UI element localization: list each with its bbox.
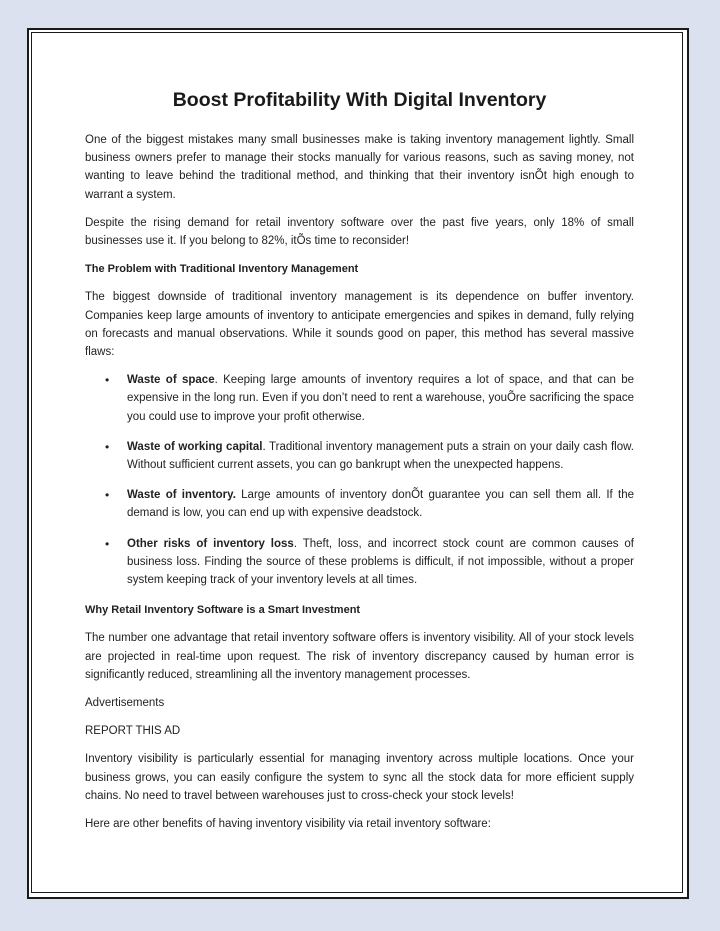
list-item-separator: .	[262, 440, 270, 453]
intro-paragraph: One of the biggest mistakes many small businesses make is taking inventory management lightly. Small business owners prefer to manage their stocks manually for various reasons, such as saving money, not wanting to leave behind the traditional method, and thinking that their inventory isnÕt high enough to warrant a system.	[85, 134, 634, 201]
bullet-icon: •	[105, 536, 110, 551]
list-item-text: Large amounts of inventory donÕt guarantee you can sell them all. If the demand is low, you can end up with expensive deadstock.	[127, 489, 634, 520]
section-heading-problem: The Problem with Traditional Inventory Management	[85, 263, 359, 276]
list-item-separator: .	[293, 537, 303, 550]
list-item-term: Waste of space	[127, 374, 215, 387]
list-item-term: Waste of inventory.	[127, 489, 236, 502]
list-item-term: Waste of working capital	[127, 440, 263, 453]
list-item-term: Other risks of inventory loss	[127, 537, 294, 550]
section-paragraph: Here are other benefits of having inventory visibility via retail inventory software:	[85, 818, 491, 831]
bullet-icon: •	[105, 373, 110, 388]
flaws-list	[85, 371, 634, 589]
intro-paragraph: Despite the rising demand for retail inventory software over the past five years, only 18% of small businesses use it. If you belong to 82%, itÕs time to reconsider!	[85, 216, 634, 248]
list-item-text: Traditional inventory management puts a strain on your daily cash flow. Without sufficient current assets, you can go bankrupt when the unexpected happens.	[127, 440, 634, 472]
document-title: Boost Profitability With Digital Inventory	[172, 89, 547, 111]
list-item-text: Keeping large amounts of inventory requires a lot of space, and that can be expensive in the long run. Even if you don’t need to rent a warehouse, youÕre sacrificing the space you could use to improve your profit otherwise.	[127, 374, 635, 423]
document-content	[85, 86, 634, 843]
bullet-icon: •	[105, 488, 110, 503]
list-item	[85, 535, 634, 590]
section-paragraph: The number one advantage that retail inventory software offers is inventory visibility. All of your stock levels are projected in real-time upon request. The risk of inventory discrepancy caused by human error is significantly reduced, streamlining all the inventory management processes.	[85, 632, 634, 681]
section-paragraph: The biggest downside of traditional inventory management is its dependence on buffer inventory. Companies keep large amounts of inventory to anticipate emergencies and spikes in demand, fully relying on forecasts and manual observations. While it sounds good on paper, this method has several massive flaws:	[85, 291, 634, 359]
list-item	[85, 371, 634, 426]
list-item-text: Theft, loss, and incorrect stock count are common causes of business loss. Finding the source of these problems is difficult, if not impossible, without a proper system keeping track of your inventory levels at all times.	[127, 537, 634, 587]
section-paragraph: Inventory visibility is particularly essential for managing inventory across multiple locations. Once your business grows, you can easily configure the system to sync all the stock data for more efficient supply chains. No need to travel between warehouses just to cross-check your stock levels!	[85, 753, 634, 802]
advertisements-label: Advertisements	[85, 697, 165, 710]
list-item	[85, 438, 634, 474]
report-ad-link[interactable]: REPORT THIS AD	[85, 725, 181, 738]
list-item-separator: .	[214, 374, 224, 387]
section-heading-investment: Why Retail Inventory Software is a Smart Investment	[85, 604, 361, 617]
list-item	[85, 486, 634, 522]
bullet-icon: •	[105, 439, 110, 454]
